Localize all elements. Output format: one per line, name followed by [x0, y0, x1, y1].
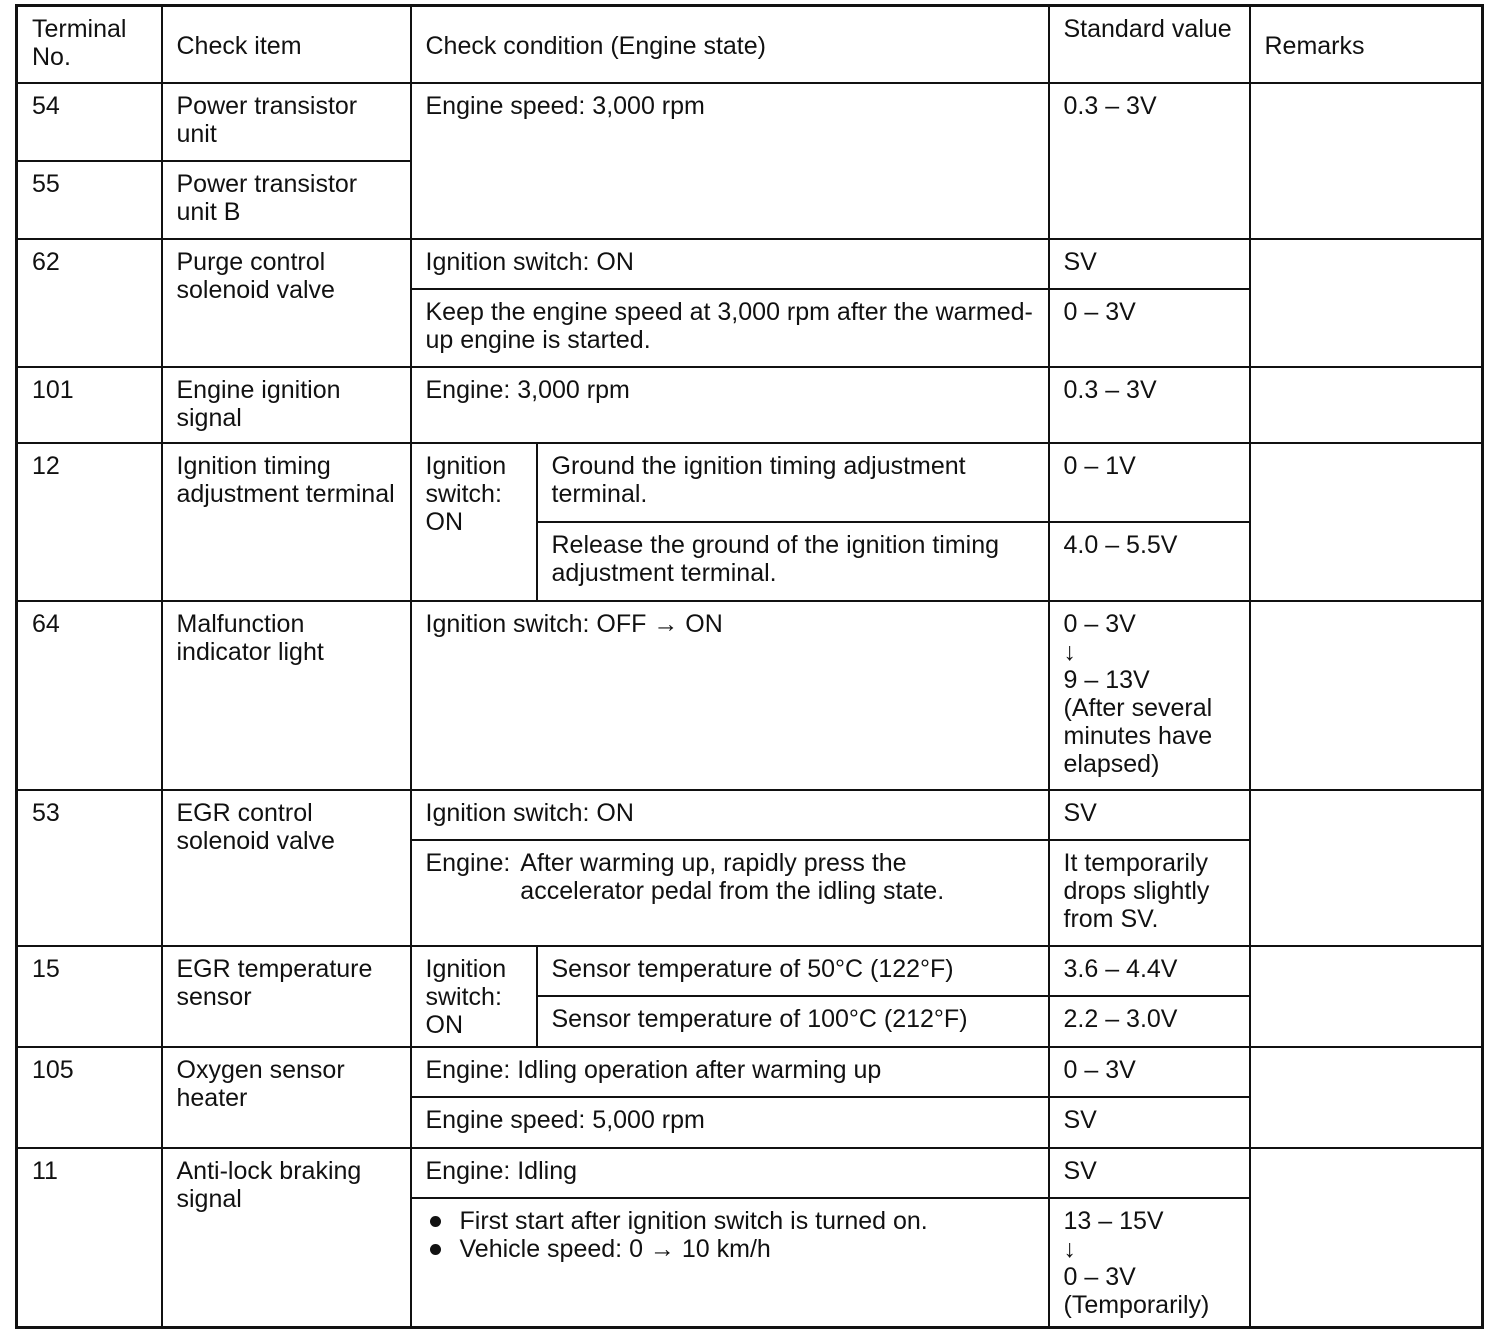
terminal-no: 64: [17, 601, 162, 790]
remarks-cell: [1250, 367, 1483, 443]
condition-label: Engine:: [425, 848, 511, 877]
check-condition: Engine: Idling: [411, 1148, 1049, 1198]
check-condition: Ignition switch: OFF → ON: [411, 601, 1049, 790]
standard-value: SV: [1049, 1148, 1250, 1198]
table-row: [17, 1047, 1483, 1097]
check-condition: Release the ground of the ignition timing adjustment terminal.: [537, 522, 1049, 601]
check-item: Engine ignition signal: [162, 367, 411, 443]
check-condition: Sensor temperature of 100°C (212°F): [537, 996, 1049, 1047]
header-check-item: Check item: [162, 6, 411, 83]
check-condition: [411, 840, 1049, 946]
condition-text: After warming up, rapidly press the accelerator pedal from the idling state.: [520, 848, 945, 905]
table-row: [17, 946, 1483, 996]
terminal-no: 15: [17, 946, 162, 1047]
table-row: [17, 83, 1483, 161]
standard-value: It temporarily drops slightly from SV.: [1049, 840, 1250, 946]
standard-value: 3.6 – 4.4V: [1049, 946, 1250, 996]
table-row: [17, 790, 1483, 840]
standard-value: 0.3 – 3V: [1049, 83, 1250, 239]
check-condition: Ground the ignition timing adjustment terminal.: [537, 443, 1049, 522]
standard-value: SV: [1049, 239, 1250, 289]
standard-value: 0.3 – 3V: [1049, 367, 1250, 443]
standard-value: 0 – 3V ↓ 9 – 13V (After several minutes have elapsed): [1049, 601, 1250, 790]
table-row: [17, 239, 1483, 289]
bullet-item: Vehicle speed: 0 → 10 km/h: [426, 1235, 1034, 1263]
condition-group: Ignition switch: ON: [411, 946, 537, 1047]
condition-bullet-list: [426, 1207, 1034, 1263]
terminal-no: 55: [17, 161, 162, 239]
remarks-cell: [1250, 239, 1483, 367]
standard-value: 0 – 3V: [1049, 289, 1250, 367]
standard-value: 0 – 3V: [1049, 1047, 1250, 1097]
terminal-check-table: [15, 4, 1484, 1329]
check-condition: Ignition switch: ON: [411, 790, 1049, 840]
check-item: Ignition timing adjustment terminal: [162, 443, 411, 601]
table-row: [17, 443, 1483, 522]
bullet-item: First start after ignition switch is turned on.: [426, 1207, 1034, 1235]
standard-value: SV: [1049, 790, 1250, 840]
standard-value: SV: [1049, 1097, 1250, 1148]
remarks-cell: [1250, 1047, 1483, 1148]
condition-group: Ignition switch: ON: [411, 443, 537, 601]
remarks-cell: [1250, 443, 1483, 601]
check-item: Purge control solenoid valve: [162, 239, 411, 367]
check-item: Power transistor unit B: [162, 161, 411, 239]
table-row: [17, 1148, 1483, 1198]
check-item: EGR temperature sensor: [162, 946, 411, 1047]
header-row: [17, 6, 1483, 83]
check-condition: Engine: Idling operation after warming up: [411, 1047, 1049, 1097]
remarks-cell: [1250, 1148, 1483, 1328]
terminal-no: 62: [17, 239, 162, 367]
check-item: Anti-lock braking signal: [162, 1148, 411, 1328]
terminal-no: 101: [17, 367, 162, 443]
remarks-cell: [1250, 946, 1483, 1047]
terminal-no: 105: [17, 1047, 162, 1148]
terminal-no: 53: [17, 790, 162, 946]
check-condition: Sensor temperature of 50°C (122°F): [537, 946, 1049, 996]
terminal-no: 54: [17, 83, 162, 161]
standard-value: 4.0 – 5.5V: [1049, 522, 1250, 601]
check-item: Power transistor unit: [162, 83, 411, 161]
check-condition: Engine speed: 3,000 rpm: [411, 83, 1049, 239]
header-standard-value: Standard value: [1049, 6, 1250, 83]
standard-value: 0 – 1V: [1049, 443, 1250, 522]
header-terminal-no: Terminal No.: [17, 6, 162, 83]
standard-value: 2.2 – 3.0V: [1049, 996, 1250, 1047]
header-remarks: Remarks: [1250, 6, 1483, 83]
standard-value: 13 – 15V ↓ 0 – 3V (Temporarily): [1049, 1198, 1250, 1328]
remarks-cell: [1250, 83, 1483, 239]
check-condition: Ignition switch: ON: [411, 239, 1049, 289]
header-check-condition: Check condition (Engine state): [411, 6, 1049, 83]
table-row: [17, 367, 1483, 443]
check-item: Oxygen sensor heater: [162, 1047, 411, 1148]
terminal-no: 12: [17, 443, 162, 601]
table-row: [17, 601, 1483, 790]
terminal-no: 11: [17, 1148, 162, 1328]
remarks-cell: [1250, 601, 1483, 790]
check-condition: Engine speed: 5,000 rpm: [411, 1097, 1049, 1148]
check-condition: Keep the engine speed at 3,000 rpm after the warmed-up engine is started.: [411, 289, 1049, 367]
check-condition: [411, 1198, 1049, 1328]
check-item: Malfunction indicator light: [162, 601, 411, 790]
check-condition: Engine: 3,000 rpm: [411, 367, 1049, 443]
remarks-cell: [1250, 790, 1483, 946]
check-item: EGR control solenoid valve: [162, 790, 411, 946]
